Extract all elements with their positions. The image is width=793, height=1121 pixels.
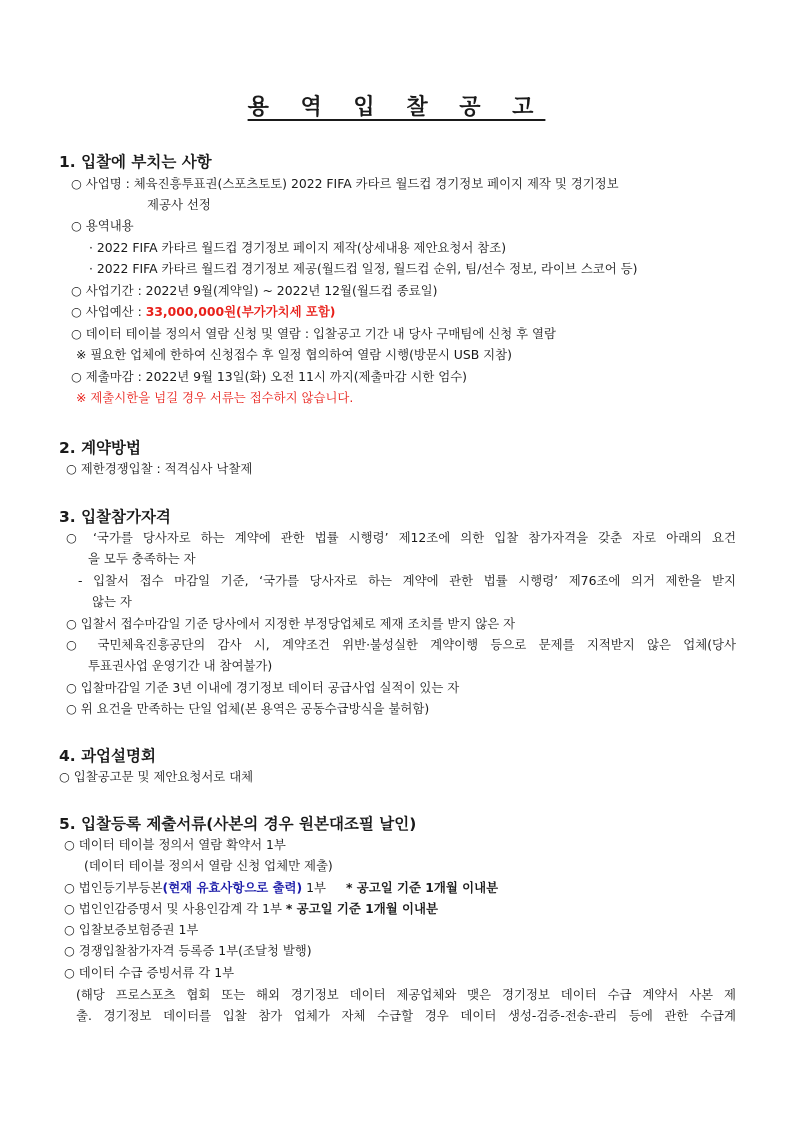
project-name-line-cont: 제공사 선정 <box>147 197 211 212</box>
briefing-item: ○ 입찰공고문 및 제안요청서로 대체 <box>59 769 254 784</box>
qualification-item-cont: 을 모두 충족하는 자 <box>88 551 196 566</box>
deadline-line: ○ 제출마감 : 2022년 9월 13일(화) 오전 11시 까지(제출마감 시한 엄수) <box>71 369 468 384</box>
qualification-item: ○ 국민체육진흥공단의 감사 시, 계약조건 위반·불성실한 계약이행 등으로 문제를 지적받지 않은 업체(당사 <box>66 637 736 652</box>
qualification-item-cont: 투표권사업 운영기간 내 참여불가) <box>88 658 273 673</box>
qualification-item: ○ 입찰서 접수마감일 기준 당사에서 지정한 부정당업체로 제재 조치를 받지 않은 자 <box>66 616 516 631</box>
scope-item: · 2022 FIFA 카타르 월드컵 경기정보 페이지 제작(상세내용 제안요청서 참조) <box>89 240 507 255</box>
document-item: ○ 경쟁입찰참가자격 등록증 1부(조달청 발행) <box>64 943 312 958</box>
qualification-subitem-cont: 않는 자 <box>92 594 132 609</box>
section-1-heading: 1. 입찰에 부치는 사항 <box>59 153 212 171</box>
date-requirement: * 공고일 기준 1개월 이내분 <box>285 901 438 916</box>
project-period: ○ 사업기간 : 2022년 9월(계약일) ~ 2022년 12월(월드컵 종료일) <box>71 283 438 298</box>
document-item: ○ 입찰보증보험증권 1부 <box>64 922 199 937</box>
qualification-item: ○ 입찰마감일 기준 3년 이내에 경기정보 데이터 공급사업 실적이 있는 자 <box>66 680 460 695</box>
section-4-heading: 4. 과업설명회 <box>59 747 156 765</box>
deadline-warning: ※ 제출시한을 넘길 경우 서류는 접수하지 않습니다. <box>76 390 354 405</box>
scope-item: · 2022 FIFA 카타르 월드컵 경기정보 제공(월드컵 일정, 월드컵 순위, 팀/선수 정보, 라이브 스코어 등) <box>89 261 638 276</box>
qualification-item: ○ ‘국가를 당사자로 하는 계약에 관한 법률 시행령’ 제12조에 의한 입찰 참가자격을 갖춘 자로 아래의 요건 <box>66 530 736 545</box>
qualification-item: ○ 위 요건을 만족하는 단일 업체(본 용역은 공동수급방식을 불허함) <box>66 701 430 716</box>
contract-method: ○ 제한경쟁입찰 : 적격심사 낙찰제 <box>66 461 253 476</box>
document-item: ○ 법인등기부등본(현재 유효사항으로 출력) 1부 * 공고일 기준 1개월 이내분 <box>64 880 499 895</box>
project-name-line: ○ 사업명 : 체육진흥투표권(스포츠토토) 2022 FIFA 카타르 월드컵 경기정보 페이지 제작 및 경기정보 <box>71 176 619 191</box>
document-item: ○ 법인인감증명서 및 사용인감계 각 1부 * 공고일 기준 1개월 이내분 <box>64 901 438 916</box>
document-item: ○ 데이터 수급 증빙서류 각 1부 <box>64 965 235 980</box>
project-budget: ○ 사업예산 : 33,000,000원(부가가치세 포함) <box>71 304 336 319</box>
document-item-detail: (해당 프로스포츠 협회 또는 해외 경기정보 데이터 제공업체와 맺은 경기정보 데이터 수급 계약서 사본 제 <box>76 987 736 1002</box>
data-table-line: ○ 데이터 테이블 정의서 열람 신청 및 열람 : 입찰공고 기간 내 당사 구매팀에 신청 후 열람 <box>71 326 556 341</box>
qualification-subitem: - 입찰서 접수 마감일 기준, ‘국가를 당사자로 하는 계약에 관한 법률 시행령’ 제76조에 의거 제한을 받지 <box>78 573 736 588</box>
budget-amount: 33,000,000원(부가가치세 포함) <box>145 304 336 319</box>
note-line: ※ 필요한 업체에 한하여 신청접수 후 일정 협의하여 열람 시행(방문시 USB 지참) <box>76 347 512 362</box>
document-item-note: (데이터 테이블 정의서 열람 신청 업체만 제출) <box>84 858 333 873</box>
section-5-heading: 5. 입찰등록 제출서류(사본의 경우 원본대조필 날인) <box>59 815 417 833</box>
section-3-heading: 3. 입찰참가자격 <box>59 508 171 526</box>
scope-label: ○ 용역내용 <box>71 218 134 233</box>
page-title: 용 역 입 찰 공 고 <box>247 95 546 120</box>
section-2-heading: 2. 계약방법 <box>59 439 141 457</box>
highlight-text: (현재 유효사항으로 출력) <box>162 880 303 895</box>
document-item: ○ 데이터 테이블 정의서 열람 확약서 1부 <box>64 837 286 852</box>
date-requirement: * 공고일 기준 1개월 이내분 <box>346 880 499 895</box>
document-item-detail: 출. 경기정보 데이터를 입찰 참가 업체가 자체 수급할 경우 데이터 생성-검증-전송-관리 등에 관한 수급계 <box>76 1008 736 1023</box>
